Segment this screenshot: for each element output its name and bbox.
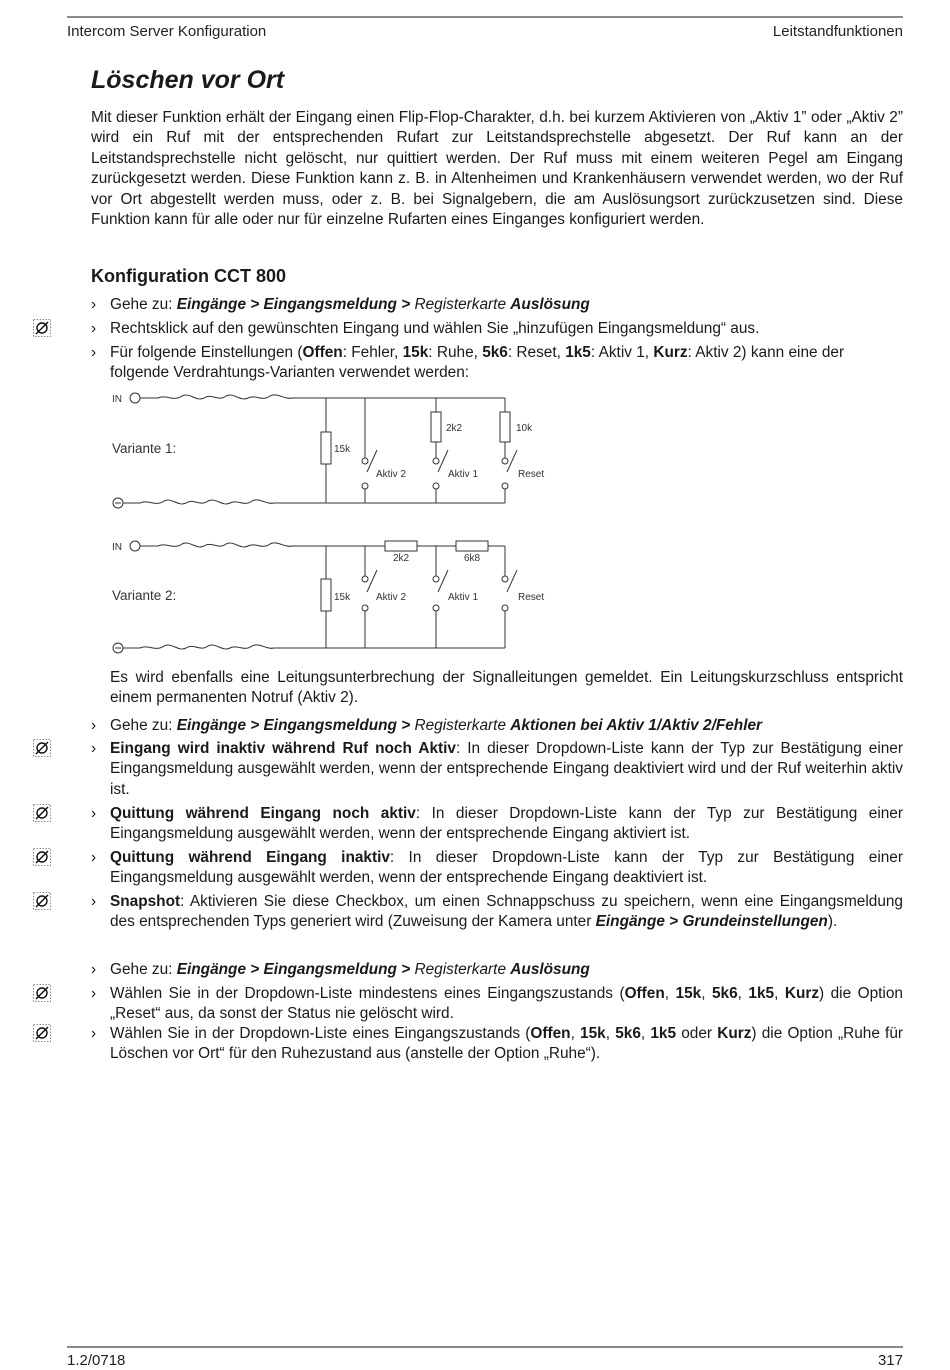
intro-paragraph: Mit dieser Funktion erhält der Eingang einen Flip-Flop-Charakter, d.h. bei kurzem Aktivieren von „Aktiv 1” oder „Aktiv 2” wird ein Ruf mit der entsprechenden Rufart zur Leitstandsprechstelle abgesetzt. Der Ruf kann an der Leitstandsprechstelle nicht gelöscht, nur quittiert werden. Der Ruf muss mit einem weiteren Pegel am Eingang zurückgesetzt werden. Diese Funktion kann z. B. in Altenheimen und Krankenhäusern verwendet werden, wo der Ruf vor Ort abgestellt werden muss, oder z. B. bei Signalgebern, die am Auslösungsort zurückzusetzen sind. Diese Funktion kann für alle oder nur für einzelne Rufarten eines Einganges konfiguriert werden. bbox=[91, 109, 903, 229]
arrow-icon: › bbox=[91, 320, 97, 337]
diagram-in-label-2: IN bbox=[112, 542, 122, 553]
label-2k2-v1: 2k2 bbox=[446, 423, 463, 434]
header-left: Intercom Server Konfiguration bbox=[67, 23, 267, 40]
arrow-icon: › bbox=[91, 849, 97, 866]
step-add-input-message: › Rechtsklick auf den gewünschten Eingang und wählen Sie „hinzufügen Eingangsmeldung“ aus. bbox=[91, 319, 903, 339]
variant2-label: Variante 2: bbox=[112, 588, 177, 603]
step-goto-trigger: › Gehe zu: Eingänge > Eingangsmeldung > Registerkarte Auslösung bbox=[91, 295, 903, 315]
wiring-diagram bbox=[108, 388, 558, 660]
label-reset-v1: Reset bbox=[518, 469, 545, 480]
step-goto-actions: › Gehe zu: Eingänge > Eingangsmeldung > Registerkarte Aktionen bei Aktiv 1/Aktiv 2/Fehler bbox=[91, 716, 903, 736]
arrow-icon: › bbox=[91, 893, 97, 910]
label-aktiv1-v1: Aktiv 1 bbox=[448, 469, 479, 480]
diagram-in-label-1: IN bbox=[112, 394, 122, 405]
step-select-rest-state: › Wählen Sie in der Dropdown-Liste eines Eingangszustands (Offen, 15k, 5k6, 1k5 oder Kurz) die Option „Ruhe für Löschen vor Ort“ für den Ruhezustand aus (anstelle der Option „Ruhe“). bbox=[91, 1025, 904, 1063]
page-title: Löschen vor Ort bbox=[91, 66, 285, 94]
label-15k-v1: 15k bbox=[334, 444, 351, 455]
arrow-icon: › bbox=[91, 805, 97, 822]
step-settings-wiring: › Für folgende Einstellungen (Offen: Fehler, 15k: Ruhe, 5k6: Reset, 1k5: Aktiv 1, Kurz: Aktiv 2) kann eine der folgende Verdrahtungs-Varianten verwendet werden: bbox=[91, 344, 845, 382]
not-applicable-icon bbox=[33, 892, 51, 910]
not-applicable-icon bbox=[33, 1024, 51, 1042]
arrow-icon: › bbox=[91, 344, 97, 361]
header-rule bbox=[67, 16, 903, 18]
option-inactive-while-call-active: › Eingang wird inaktiv während Ruf noch Aktiv: In dieser Dropdown-Liste kann der Typ zur Bestätigung einer Eingangsmeldung ausgewählt werden, wenn der entsprechende Eingang deaktiviert wird und der Ruf weiterhin aktiv ist. bbox=[91, 740, 903, 798]
footer-rule bbox=[67, 1346, 903, 1348]
not-applicable-icon bbox=[33, 984, 51, 1002]
note-paragraph: Es wird ebenfalls eine Leitungsunterbrechung der Signalleitungen gemeldet. Ein Leitungskurzschluss entspricht einem permanenten Notruf (Aktiv 2). bbox=[110, 669, 903, 707]
page-number: 317 bbox=[877, 1352, 903, 1369]
label-aktiv2-v2: Aktiv 2 bbox=[376, 592, 407, 603]
option-ack-while-active: › Quittung während Eingang noch aktiv: In dieser Dropdown-Liste kann der Typ zur Bestätigung einer Eingangsmeldung ausgewählt werden, wenn der entsprechende Eingang aktiviert ist. bbox=[91, 805, 903, 843]
option-snapshot: › Snapshot: Aktivieren Sie diese Checkbox, um einen Schnappschuss zu speichern, wenn eine Eingangsmeldung des entsprechenden Typs generiert wird (Zuweisung der Kamera unter Eingänge > Grundeinstellungen). bbox=[91, 893, 903, 931]
not-applicable-icon bbox=[33, 319, 51, 337]
arrow-icon: › bbox=[91, 985, 97, 1002]
variant1-label: Variante 1: bbox=[112, 441, 177, 456]
not-applicable-icon bbox=[33, 804, 51, 822]
arrow-icon: › bbox=[91, 296, 97, 313]
footer-version: 1.2/0718 bbox=[67, 1352, 126, 1369]
arrow-icon: › bbox=[91, 717, 97, 734]
step-select-reset: › Wählen Sie in der Dropdown-Liste mindestens eines Eingangszustands (Offen, 15k, 5k6, 1k5, Kurz) die Option „Reset“ aus, da sonst der Status nie gelöscht wird. bbox=[91, 985, 903, 1023]
label-aktiv1-v2: Aktiv 1 bbox=[448, 592, 479, 603]
label-2k2-v2: 2k2 bbox=[393, 553, 410, 564]
step-goto-trigger-2: › Gehe zu: Eingänge > Eingangsmeldung > Registerkarte Auslösung bbox=[91, 960, 903, 980]
label-aktiv2-v1: Aktiv 2 bbox=[376, 469, 407, 480]
label-6k8-v2: 6k8 bbox=[464, 553, 481, 564]
not-applicable-icon bbox=[33, 848, 51, 866]
section-title: Konfiguration CCT 800 bbox=[91, 266, 287, 286]
label-15k-v2: 15k bbox=[334, 592, 351, 603]
label-reset-v2: Reset bbox=[518, 592, 545, 603]
arrow-icon: › bbox=[91, 1025, 97, 1042]
option-ack-while-inactive: › Quittung während Eingang inaktiv: In dieser Dropdown-Liste kann der Typ zur Bestätigung einer Eingangsmeldung ausgewählt werden, wenn der entsprechende Eingang deaktiviert ist. bbox=[91, 849, 903, 887]
arrow-icon: › bbox=[91, 740, 97, 757]
header-right: Leitstandfunktionen bbox=[772, 23, 903, 40]
not-applicable-icon bbox=[33, 739, 51, 757]
arrow-icon: › bbox=[91, 961, 97, 978]
label-10k-v1: 10k bbox=[516, 423, 533, 434]
